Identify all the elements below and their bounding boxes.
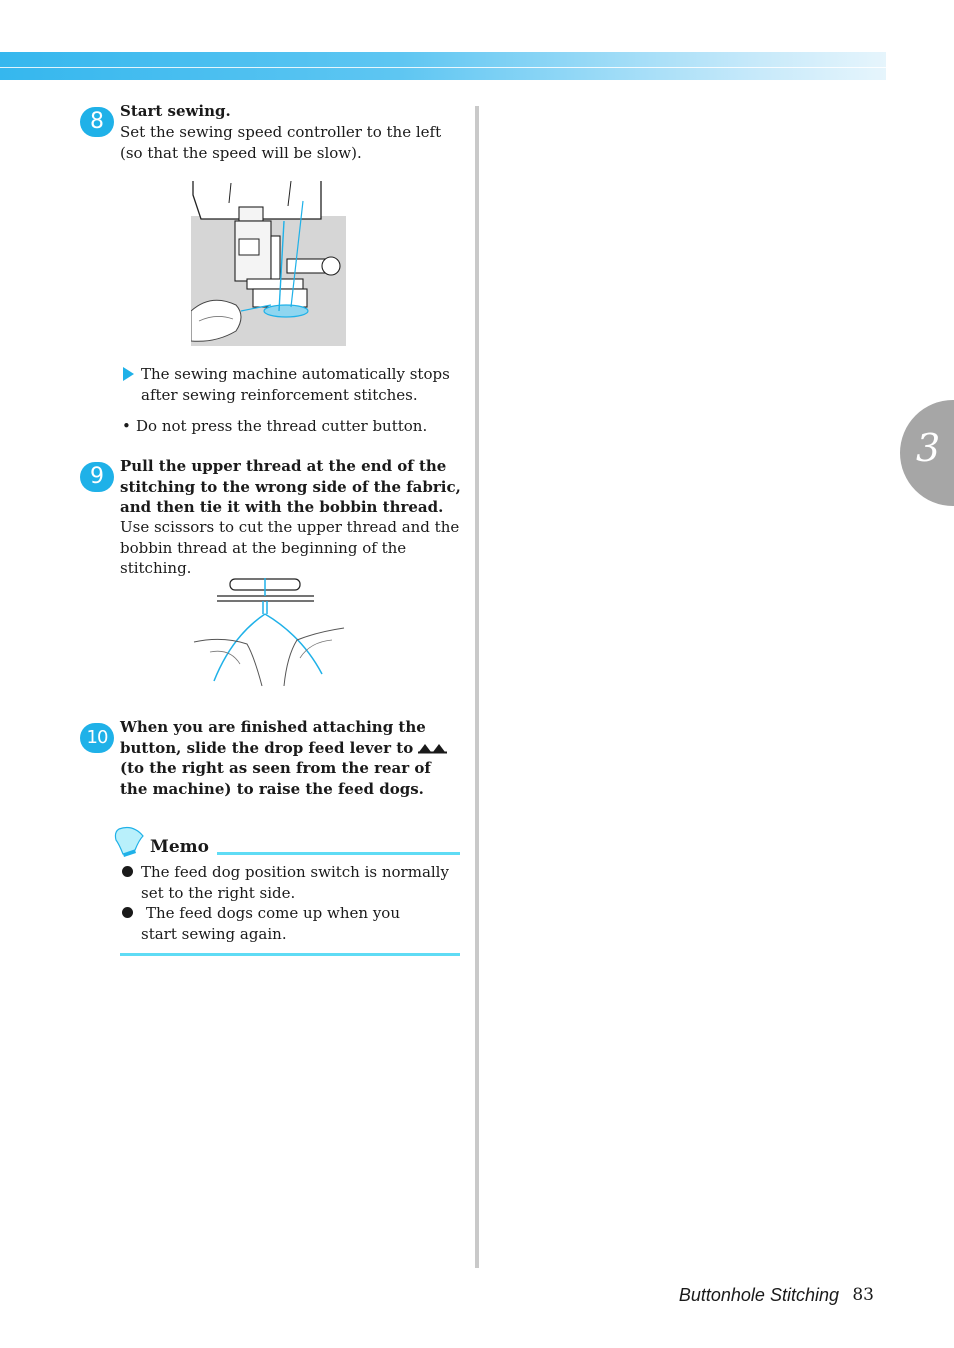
memo-heading: Memo xyxy=(150,837,209,857)
memo-bullet-1 xyxy=(122,866,133,877)
step-10-title xyxy=(120,717,460,799)
thread-tie-illustration xyxy=(192,576,348,690)
step-9-number-icon: 9 xyxy=(80,462,114,492)
chapter-tab xyxy=(900,400,954,506)
step-8-note: Do not press the thread cutter button. xyxy=(136,417,428,435)
step-10-title-start: When you are finished attaching the button, slide the drop feed lever to xyxy=(120,718,426,757)
result-arrow-icon xyxy=(123,367,134,381)
memo-bullet-2 xyxy=(122,907,133,918)
header-band xyxy=(0,52,886,80)
step-9-title: Pull the upper thread at the end of the stitching to the wrong side of the fabric, and then tie it with the bobbin thread. xyxy=(120,457,461,516)
header-band-line xyxy=(0,67,886,68)
feed-dogs-raised-icon xyxy=(418,741,448,755)
footer-page-number: 83 xyxy=(852,1285,874,1305)
column-divider xyxy=(475,106,479,1268)
memo-item-1: The feed dog position switch is normally set to the right side. xyxy=(141,863,449,902)
step-10-title-end: (to the right as seen from the rear of the machine) to raise the feed dogs. xyxy=(120,759,431,798)
memo-lightbulb-icon xyxy=(113,826,147,858)
memo-rule-bottom xyxy=(120,953,460,956)
memo-rule-top xyxy=(217,852,460,855)
memo-item-2: The feed dogs come up when you start sewing again. xyxy=(141,904,400,943)
step-8-title: Start sewing. xyxy=(120,102,231,120)
step-10-number-icon: 10 xyxy=(80,723,114,753)
step-8-body: Set the sewing speed controller to the left (so that the speed will be slow). xyxy=(120,123,442,162)
presser-foot-illustration xyxy=(191,181,347,347)
step-9-body: Use scissors to cut the upper thread and the bobbin thread at the beginning of the stitching. xyxy=(120,518,460,577)
note-bullet: • xyxy=(122,417,131,435)
step-8-result: The sewing machine automatically stops after sewing reinforcement stitches. xyxy=(141,365,450,404)
step-8-number-icon: 8 xyxy=(80,107,114,137)
chapter-number: 3 xyxy=(916,426,941,470)
footer-section-title: Buttonhole Stitching xyxy=(678,1285,839,1305)
